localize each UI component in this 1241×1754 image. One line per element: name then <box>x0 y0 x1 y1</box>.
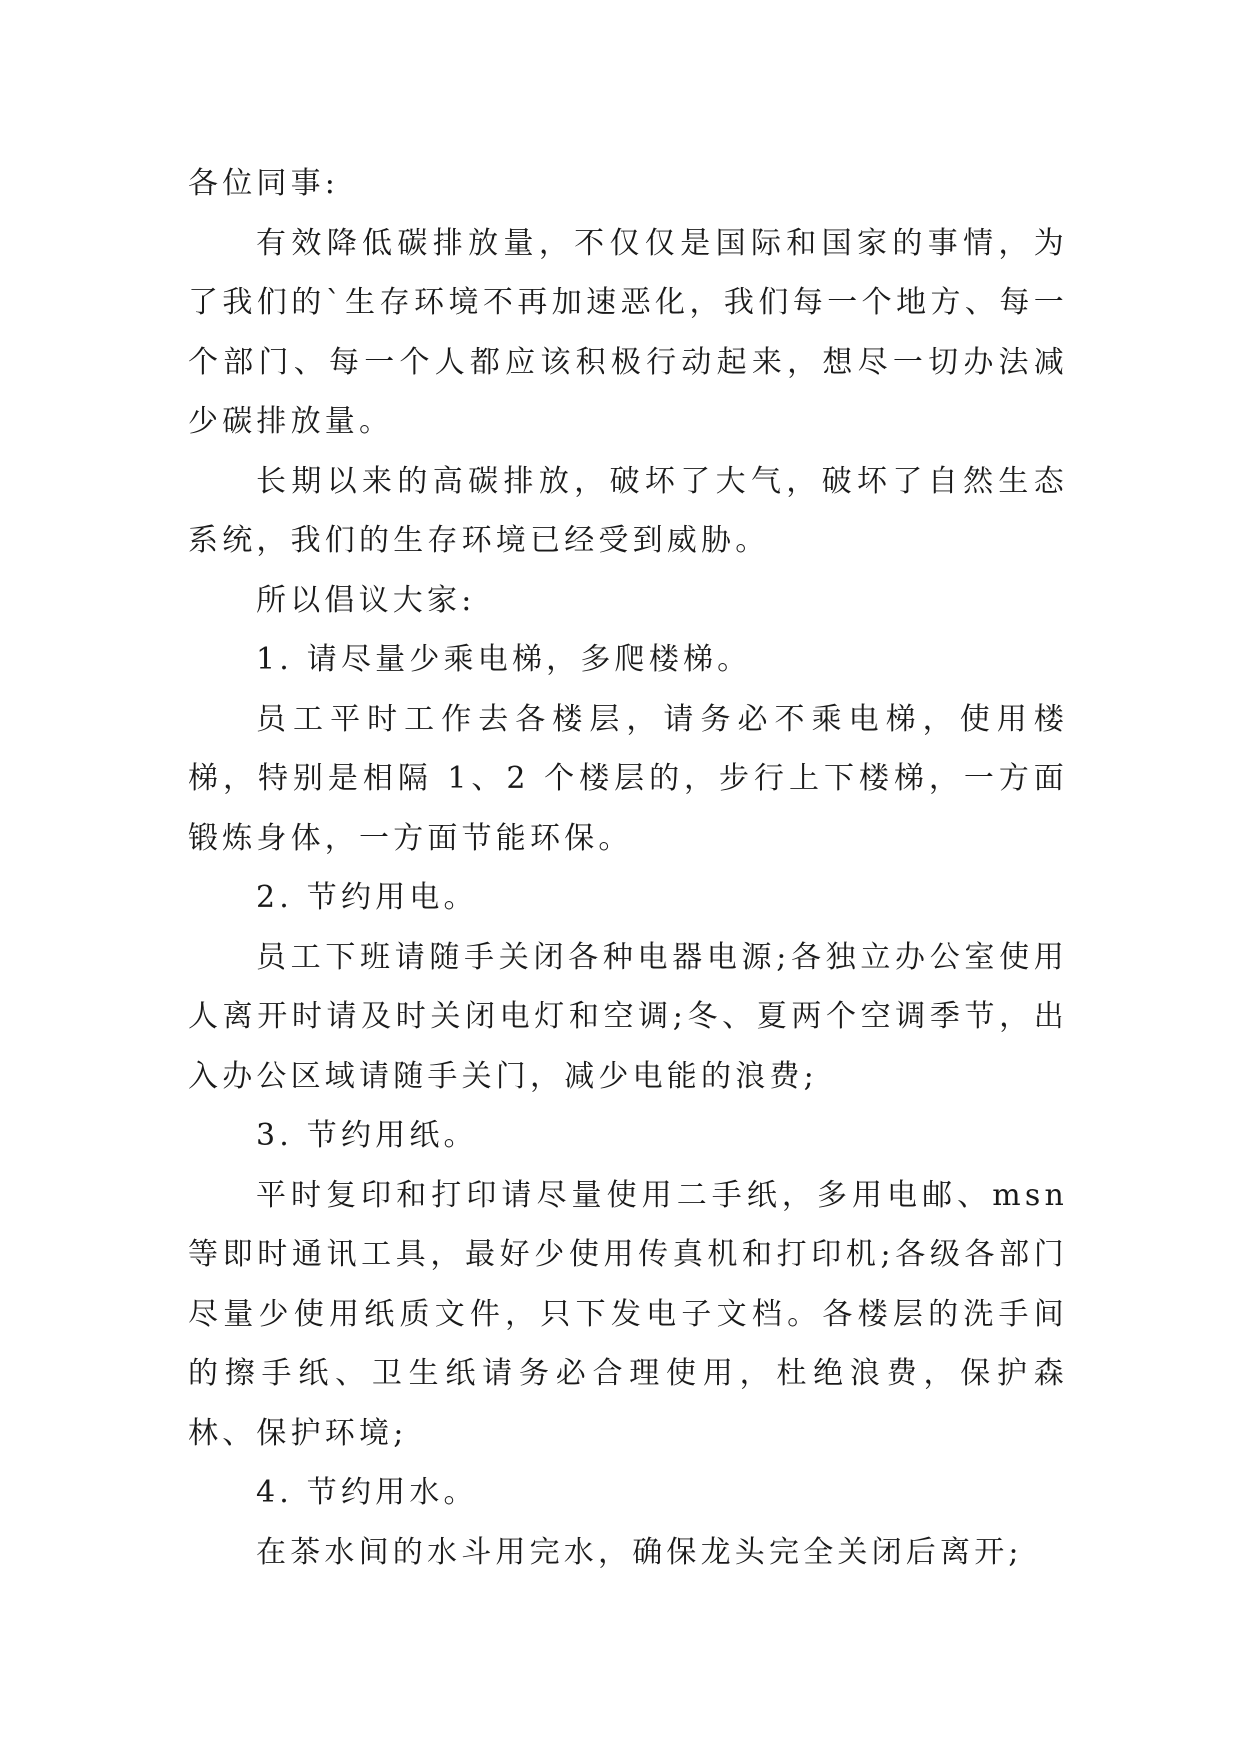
item-heading-4: 4. 节约用水。 <box>256 1475 478 1510</box>
item-heading-1: 1. 请尽量少乘电梯，多爬楼梯。 <box>256 642 752 677</box>
item-body-4: 在茶水间的水斗用完水，确保龙头完全关闭后离开; <box>256 1534 1023 1570</box>
item-body-1: 员工平时工作去各楼层，请务必不乘电梯，使用楼梯，特别是相隔 1、2 个楼层的，步行上下楼梯，一方面锻炼身体，一方面节能环保。 <box>188 701 1068 856</box>
item-heading-3: 3. 节约用纸。 <box>256 1118 478 1153</box>
item-body-3: 平时复印和打印请尽量使用二手纸，多用电邮、msn 等即时通讯工具，最好少使用传真机和打印机;各级各部门尽量少使用纸质文件，只下发电子文档。各楼层的洗手间的擦手纸、卫生纸请务必合理使用，杜绝浪费，保护森林、保护环境; <box>188 1177 1068 1451</box>
item-heading-2: 2. 节约用电。 <box>256 880 478 915</box>
paragraph-background: 长期以来的高碳排放，破坏了大气，破坏了自然生态系统，我们的生存环境已经受到威胁。 <box>188 463 1068 558</box>
document-body <box>188 154 1068 1582</box>
paragraph-proposal: 所以倡议大家: <box>256 582 476 618</box>
paragraph-intro: 有效降低碳排放量，不仅仅是国际和国家的事情，为了我们的`生存环境不再加速恶化，我们每一个地方、每一个部门、每一个人都应该积极行动起来，想尽一切办法减少碳排放量。 <box>188 225 1068 439</box>
item-body-2: 员工下班请随手关闭各种电器电源;各独立办公室使用人离开时请及时关闭电灯和空调;冬、夏两个空调季节，出入办公区域请随手关门，减少电能的浪费; <box>188 939 1068 1094</box>
salutation: 各位同事: <box>188 166 340 201</box>
